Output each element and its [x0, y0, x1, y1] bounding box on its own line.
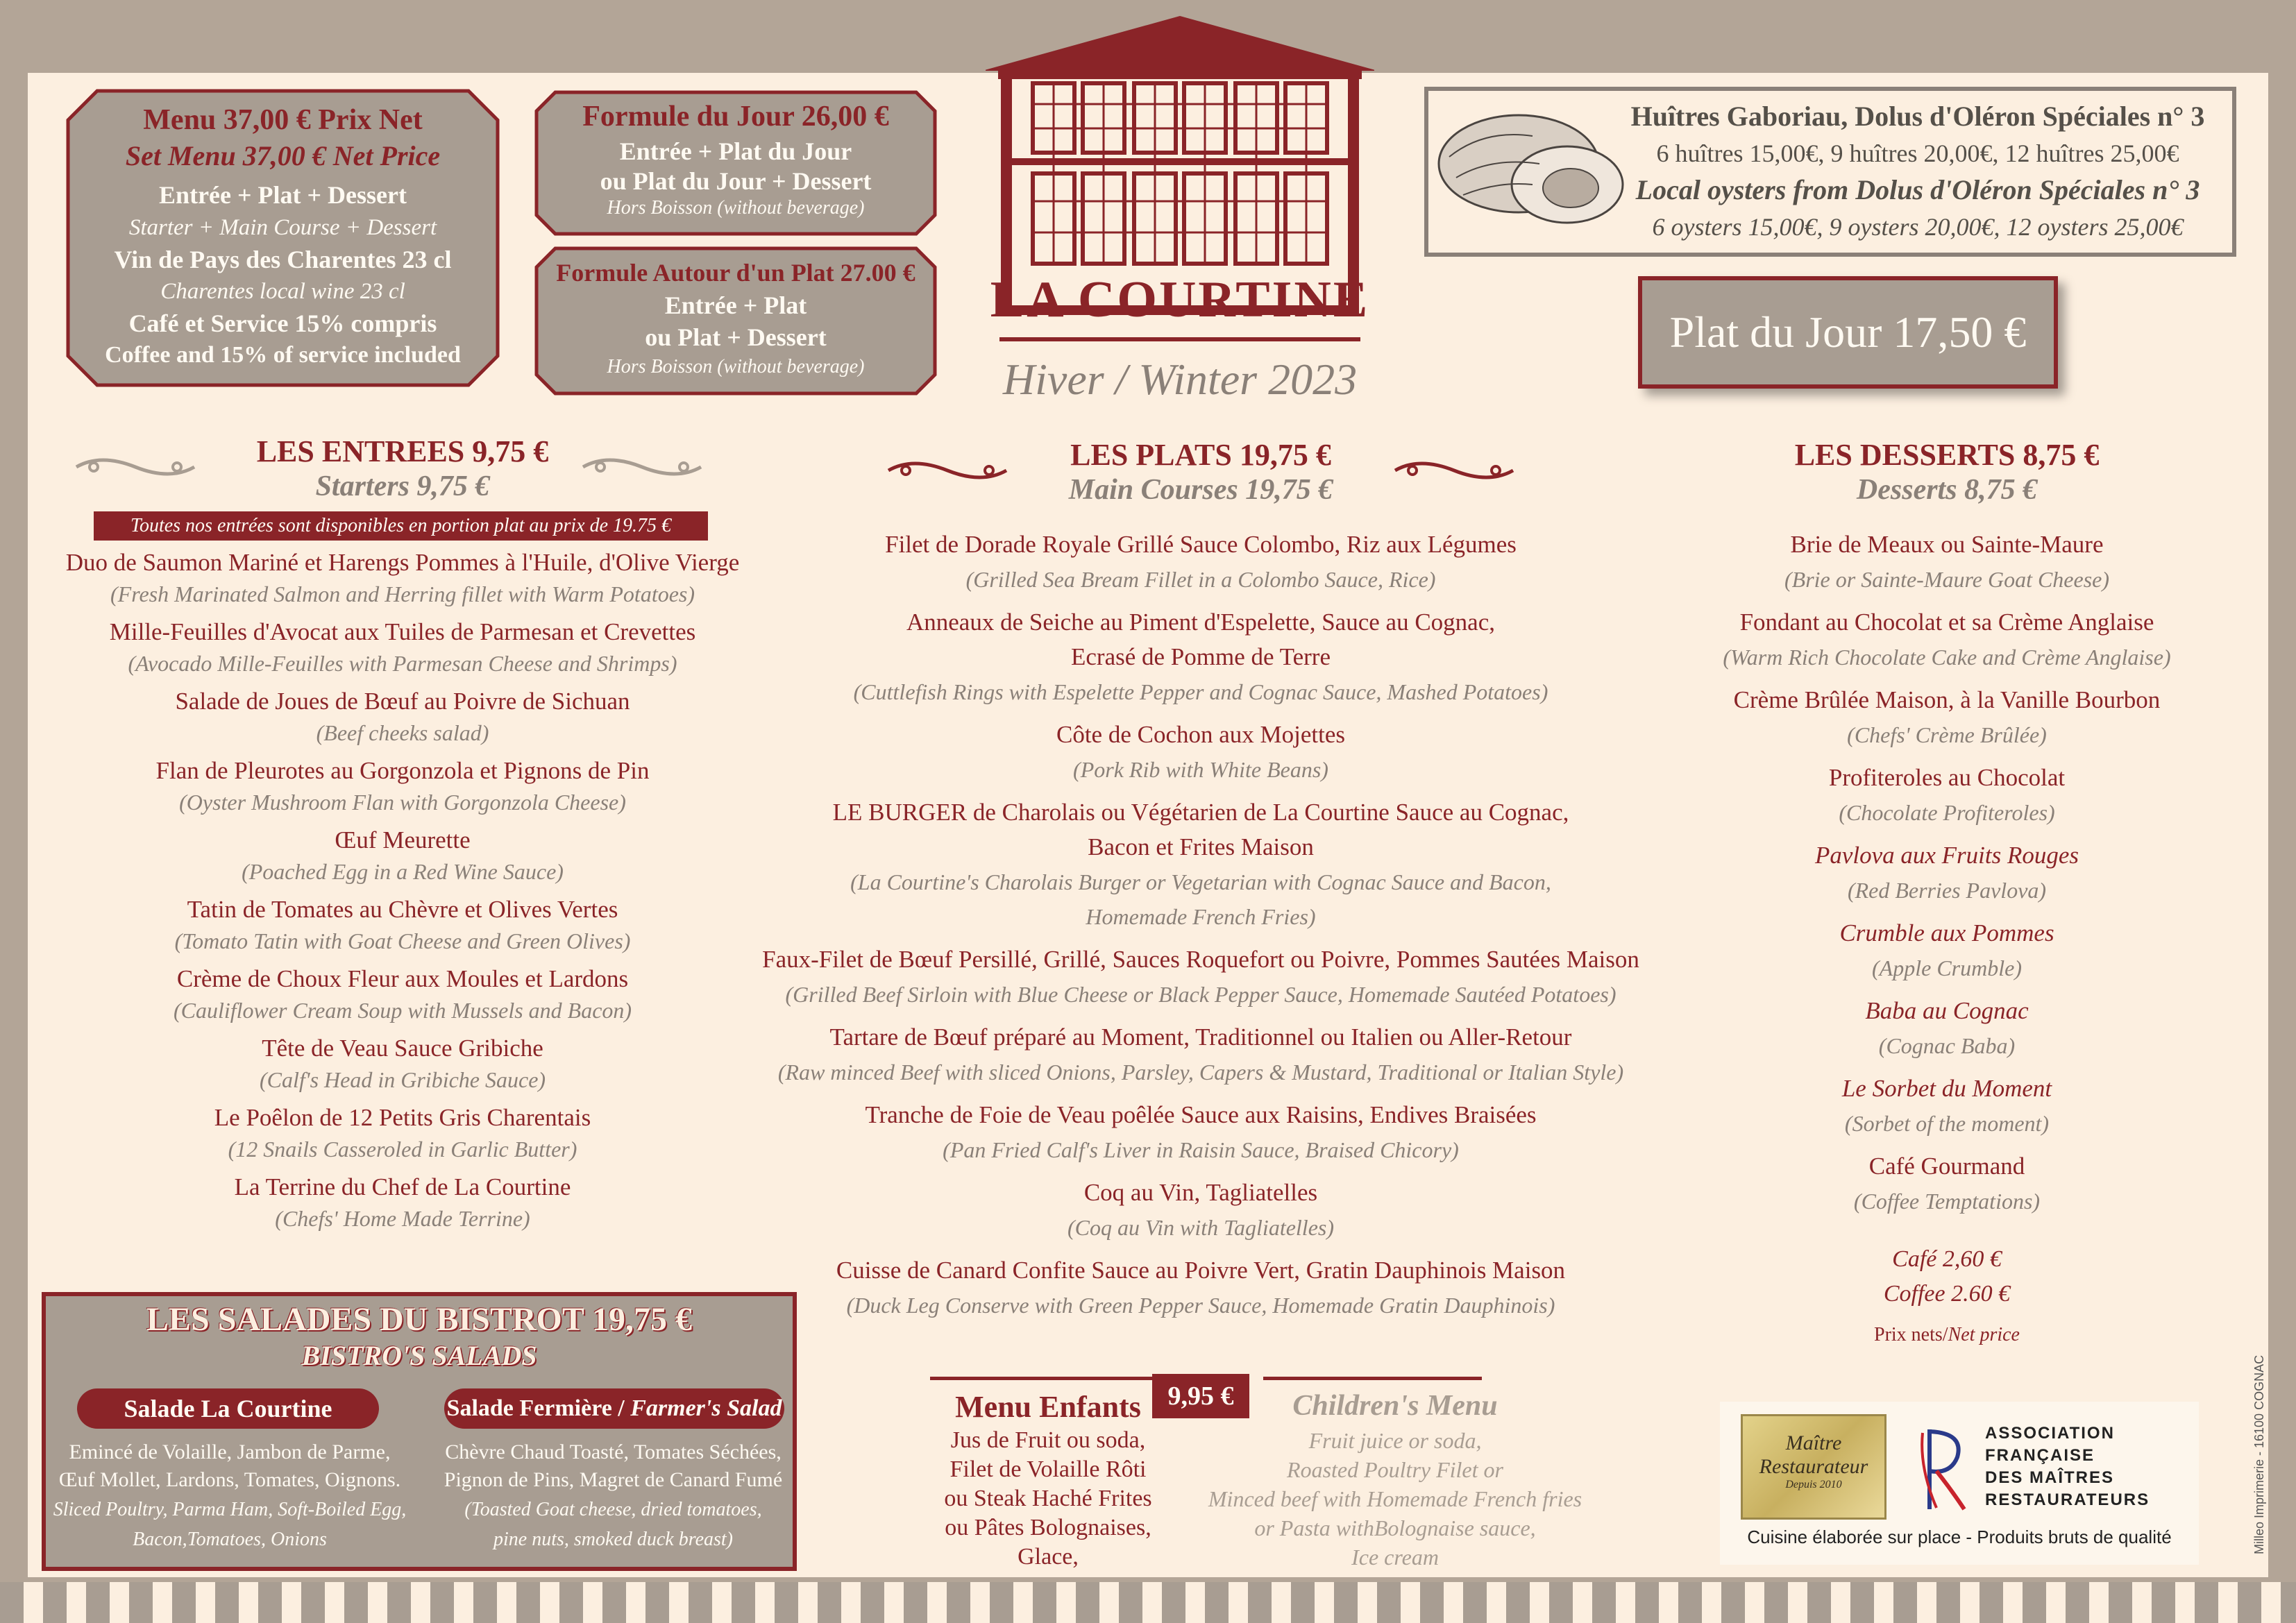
entree-translation: (Cauliflower Cream Soup with Mussels and Bacon): [173, 998, 632, 1023]
enfants-line: ou Steak Haché Frites: [944, 1486, 1152, 1511]
plaque-line3: Depuis 2010: [1785, 1479, 1842, 1490]
entree-name: La Terrine du Chef de La Courtine: [234, 1173, 571, 1200]
assoc-line4: RESTAURATEURS: [1985, 1490, 2150, 1509]
dessert-translation: (Chefs' Crème Brûlée): [1847, 722, 2047, 747]
salade-courtine-pill: [77, 1388, 379, 1429]
entree-item: [28, 893, 777, 955]
entrees-title: LES ENTREES 9,75 €: [256, 434, 549, 468]
plat-name: Côte de Cochon aux Mojettes: [1056, 721, 1346, 748]
plat-item: [722, 1098, 1680, 1167]
dessert-cafe: Café 2,60 €: [1892, 1246, 2002, 1272]
dessert-name: Crème Brûlée Maison, à la Vanille Bourbon: [1733, 686, 2161, 713]
plaque-icon: [1741, 1414, 1886, 1520]
salades-subtitle: BISTRO'S SALADS: [301, 1340, 537, 1371]
oysters-prices: 6 huîtres 15,00€, 9 huîtres 20,00€, 12 huîtres 25,00€: [1656, 139, 2179, 167]
dessert-item: [1666, 994, 2228, 1063]
salade-fermiere-en2: pine nuts, smoked duck breast): [493, 1529, 733, 1550]
plat-item: [722, 605, 1680, 709]
enfants-rule-right: [1263, 1377, 1482, 1380]
formule-jour-note: Hors Boisson (without beverage): [607, 197, 865, 219]
maitre-restaurateur-badge: [1720, 1402, 2199, 1565]
plat-translation: (Raw minced Beef with sliced Onions, Parsley, Capers & Mustard, Traditional or Italian Style): [777, 1060, 1624, 1085]
entree-translation: (Chefs' Home Made Terrine): [275, 1206, 530, 1231]
entree-item: [28, 546, 777, 609]
menu-title: Menu 37,00 € Prix Net: [143, 104, 423, 136]
entree-name: Salade de Joues de Bœuf au Poivre de Sichuan: [175, 688, 630, 715]
assoc-line3: DES MAÎTRES: [1985, 1468, 2115, 1487]
salade-fermiere-en1: (Toasted Goat cheese, dried tomatoes,: [464, 1499, 762, 1520]
dessert-name: Brie de Meaux ou Sainte-Maure: [1790, 531, 2104, 558]
salade-fermiere-pill: [444, 1388, 784, 1429]
salade-fermiere-name-en: Farmer's Salad: [630, 1395, 782, 1421]
plats-list: [722, 527, 1680, 1331]
salades-box: [42, 1292, 797, 1571]
enfants-title-en: Children's Menu: [1292, 1390, 1498, 1422]
entree-translation: (12 Snails Casseroled in Garlic Butter): [228, 1137, 577, 1162]
logo: [986, 14, 1374, 430]
plat-name: Cuisse de Canard Confite Sauce au Poivre Vert, Gratin Dauphinois Maison: [836, 1257, 1566, 1284]
desserts-list: [1666, 527, 2228, 1227]
formule-jour-line2: ou Plat du Jour + Dessert: [600, 167, 872, 195]
dessert-name: Le Sorbet du Moment: [1841, 1075, 2052, 1102]
plats-title: LES PLATS 19,75 €: [1070, 438, 1331, 472]
assoc-line1: ASSOCIATION: [1985, 1424, 2115, 1443]
plat-item: [722, 527, 1680, 597]
salades-title: LES SALADES DU BISTROT 19,75 €: [146, 1301, 693, 1338]
plat-translation: (Pan Fried Calf's Liver in Raisin Sauce, Braised Chicory): [943, 1137, 1459, 1162]
plat-translation: Homemade French Fries): [1086, 904, 1316, 929]
menu-title-en: Set Menu 37,00 € Net Price: [125, 140, 441, 171]
salade-fermiere-fr1: Chèvre Chaud Toasté, Tomates Séchées,: [445, 1441, 782, 1463]
assoc-line2: FRANÇAISE: [1985, 1446, 2095, 1465]
enfants-rule-left: [930, 1377, 1166, 1380]
plat-translation: (La Courtine's Charolais Burger or Vegetarian with Cognac Sauce and Bacon,: [850, 869, 1551, 894]
plat-name: LE BURGER de Charolais ou Végétarien de La Courtine Sauce au Cognac,: [832, 799, 1569, 826]
brand-underline: [999, 337, 1360, 341]
formule-plat-line2: ou Plat + Dessert: [645, 323, 827, 351]
dessert-item: [1666, 605, 2228, 674]
dessert-item: [1666, 1149, 2228, 1218]
salade-courtine-fr1: Emincé de Volaille, Jambon de Parme,: [69, 1441, 391, 1463]
plat-du-jour-box: [1638, 276, 2058, 389]
oysters-box: [1424, 87, 2236, 257]
desserts-subtitle: Desserts 8,75 €: [1856, 474, 2038, 506]
formule-plat-box: [534, 246, 937, 396]
dessert-translation: (Brie or Sainte-Maure Goat Cheese): [1784, 567, 2110, 592]
enfants-line-en: Fruit juice or soda,: [1308, 1428, 1482, 1453]
entree-item: [28, 754, 777, 817]
entrees-subtitle: Starters 9,75 €: [315, 470, 490, 502]
plat-item: [722, 1020, 1680, 1089]
entree-translation: (Fresh Marinated Salmon and Herring fillet with Warm Potatoes): [110, 581, 695, 606]
enfants-line: Filet de Volaille Rôti: [949, 1456, 1147, 1482]
dessert-name: Profiteroles au Chocolat: [1828, 764, 2066, 791]
enfants-line: Glace,: [1018, 1544, 1079, 1570]
enfants-line-en: Roasted Poultry Filet or: [1287, 1457, 1503, 1482]
entree-translation: (Tomato Tatin with Goat Cheese and Green Olives): [174, 928, 631, 953]
menu-wine-en: Charentes local wine 23 cl: [160, 279, 405, 304]
entree-item: [28, 962, 777, 1025]
enfants-line-en: Ice cream: [1351, 1545, 1439, 1570]
entree-name: Crème de Choux Fleur aux Moules et Lardons: [176, 965, 629, 992]
enfants-line-en: or Pasta withBolognaise sauce,: [1254, 1515, 1536, 1540]
dessert-item: [1666, 838, 2228, 908]
plat-item: [722, 717, 1680, 787]
entree-translation: (Calf's Head in Gribiche Sauce): [259, 1067, 546, 1092]
entree-translation: (Avocado Mille-Feuilles with Parmesan Cheese and Shrimps): [128, 651, 677, 676]
plat-name: Bacon et Frites Maison: [1088, 833, 1314, 860]
bottom-stripe: [0, 1582, 2296, 1623]
entrees-note: Toutes nos entrées sont disponibles en portion plat au prix de 19.75 €: [94, 511, 708, 541]
formule-jour-box: [534, 90, 937, 236]
menu-wine: Vin de Pays des Charentes 23 cl: [114, 246, 452, 273]
menu-line-en: Starter + Main Course + Dessert: [128, 215, 437, 240]
salade-courtine-en1: Sliced Poultry, Parma Ham, Soft-Boiled Egg,: [53, 1499, 407, 1520]
plats-subtitle: Main Courses 19,75 €: [1068, 474, 1333, 506]
dessert-item: [1666, 1071, 2228, 1141]
plat-translation: (Duck Leg Conserve with Green Pepper Sauce, Homemade Gratin Dauphinois): [846, 1293, 1555, 1318]
prix-nets: Prix nets/: [1874, 1324, 1948, 1345]
plat-item: [722, 942, 1680, 1012]
formule-jour-line1: Entrée + Plat du Jour: [619, 137, 852, 165]
salade-courtine-en2: Bacon,Tomatoes, Onions: [133, 1529, 327, 1550]
dessert-item: [1666, 760, 2228, 830]
menu-price-box: [66, 89, 500, 387]
plat-name: Coq au Vin, Tagliatelles: [1083, 1179, 1318, 1206]
entree-name: Tête de Veau Sauce Gribiche: [262, 1035, 543, 1062]
dessert-name: Baba au Cognac: [1865, 997, 2029, 1024]
entree-name: Mille-Feuilles d'Avocat aux Tuiles de Parmesan et Crevettes: [109, 618, 696, 645]
dessert-translation: (Warm Rich Chocolate Cake and Crème Anglaise): [1723, 645, 2171, 670]
dessert-translation: (Cognac Baba): [1878, 1033, 2016, 1058]
formule-plat-title: Formule Autour d'un Plat 27.00 €: [556, 259, 915, 287]
formule-jour-title: Formule du Jour 26,00 €: [582, 101, 889, 133]
entree-item: [28, 1171, 777, 1233]
dessert-item: [1666, 683, 2228, 752]
dessert-translation: (Coffee Temptations): [1853, 1189, 2041, 1214]
oysters-prices-en: 6 oysters 15,00€, 9 oysters 20,00€, 12 oysters 25,00€: [1652, 213, 2184, 241]
entree-item: [28, 615, 777, 678]
salade-fermiere-name: Salade Fermière /: [446, 1395, 631, 1421]
enfants-line: Jus de Fruit ou soda,: [950, 1427, 1146, 1453]
entree-translation: (Poached Egg in a Red Wine Sauce): [242, 859, 564, 884]
plat-name: Ecrasé de Pomme de Terre: [1071, 643, 1331, 670]
plat-name: Faux-Filet de Bœuf Persillé, Grillé, Sauces Roquefort ou Poivre, Pommes Sautées Maison: [762, 946, 1639, 973]
entree-translation: (Beef cheeks salad): [316, 720, 489, 745]
salade-fermiere-fr2: Pignon de Pins, Magret de Canard Fumé: [444, 1468, 783, 1491]
entree-name: Œuf Meurette: [335, 826, 471, 853]
enfants-line-en: Minced beef with Homemade French fries: [1208, 1486, 1582, 1511]
plat-translation: (Grilled Sea Bream Fillet in a Colombo Sauce, Rice): [965, 567, 1436, 592]
menu-service-en: Coffee and 15% of service included: [105, 342, 461, 368]
salade-courtine-name: Salade La Courtine: [124, 1395, 332, 1422]
plat-name: Tranche de Foie de Veau poêlée Sauce aux Raisins, Endives Braisées: [865, 1101, 1537, 1128]
dessert-item: [1666, 527, 2228, 597]
dessert-coffee: Coffee 2.60 €: [1883, 1281, 2011, 1307]
dessert-name: Pavlova aux Fruits Rouges: [1814, 842, 2079, 869]
dessert-name: Crumble aux Pommes: [1839, 919, 2054, 946]
desserts-title: LES DESSERTS 8,75 €: [1794, 438, 2100, 472]
brand-season: Hiver / Winter 2023: [1002, 355, 1358, 404]
plat-item: [722, 1175, 1680, 1245]
imprint: Milleo Imprimerie - 16100 COGNAC: [2252, 1354, 2266, 1554]
enfants-price: 9,95 €: [1152, 1374, 1249, 1418]
enfants-list-fr: [916, 1426, 1180, 1572]
enfants-line: ou Pâtes Bolognaises,: [945, 1515, 1151, 1540]
entrees-list: [28, 546, 777, 1240]
dessert-translation: (Sorbet of the moment): [1844, 1111, 2050, 1136]
entree-item: [28, 1101, 777, 1164]
badge-caption: Cuisine élaborée sur place - Produits bruts de qualité: [1747, 1527, 2172, 1547]
entree-item: [28, 824, 777, 886]
plaque-line1: Maître: [1785, 1431, 1842, 1454]
plat-translation: (Pork Rib with White Beans): [1073, 757, 1328, 782]
formule-plat-note: Hors Boisson (without beverage): [607, 356, 865, 377]
dessert-name: Café Gourmand: [1868, 1153, 2025, 1180]
plat-translation: (Cuttlefish Rings with Espelette Pepper and Cognac Sauce, Mashed Potatoes): [853, 679, 1548, 704]
entree-item: [28, 685, 777, 747]
entree-name: Le Poêlon de 12 Petits Gris Charentais: [214, 1104, 591, 1131]
oysters-title: Huîtres Gaboriau, Dolus d'Oléron Spéciales n° 3: [1630, 101, 2205, 132]
plat-name: Filet de Dorade Royale Grillé Sauce Colombo, Riz aux Légumes: [885, 531, 1517, 558]
dessert-item: [1666, 916, 2228, 985]
plat-item: [722, 795, 1680, 934]
formule-plat-line1: Entrée + Plat: [664, 291, 807, 319]
plat-item: [722, 1253, 1680, 1323]
menu-line: Entrée + Plat + Dessert: [159, 181, 407, 209]
plat-translation: (Coq au Vin with Tagliatelles): [1067, 1215, 1334, 1240]
entree-name: Flan de Pleurotes au Gorgonzola et Pignons de Pin: [155, 757, 650, 784]
entree-name: Duo de Saumon Mariné et Harengs Pommes à l'Huile, d'Olive Vierge: [65, 549, 740, 576]
menu-enfants: [916, 1374, 1582, 1575]
assoc-logo-icon: [1916, 1426, 1971, 1516]
oysters-title-en: Local oysters from Dolus d'Oléron Spéciales n° 3: [1635, 174, 2200, 205]
dessert-translation: (Apple Crumble): [1872, 955, 2022, 980]
plaque-line2: Restaurateur: [1759, 1455, 1868, 1478]
entree-translation: (Oyster Mushroom Flan with Gorgonzola Cheese): [179, 790, 626, 815]
dessert-translation: (Chocolate Profiteroles): [1839, 800, 2055, 825]
enfants-list-en: [1187, 1426, 1603, 1572]
dessert-translation: (Red Berries Pavlova): [1847, 878, 2047, 903]
net-price: Net price: [1948, 1324, 2020, 1345]
menu-service: Café et Service 15% compris: [128, 309, 437, 337]
plat-du-jour: Plat du Jour 17,50 €: [1669, 307, 2027, 357]
dessert-name: Fondant au Chocolat et sa Crème Anglaise: [1739, 609, 2154, 636]
plat-name: Anneaux de Seiche au Piment d'Espelette, Sauce au Cognac,: [906, 609, 1495, 636]
salade-courtine-fr2: Œuf Mollet, Lardons, Tomates, Oignons.: [58, 1468, 401, 1491]
entree-name: Tatin de Tomates au Chèvre et Olives Vertes: [187, 896, 618, 923]
brand-name: LA COURTINE: [990, 271, 1370, 328]
enfants-title: Menu Enfants: [955, 1390, 1141, 1424]
plat-translation: (Grilled Beef Sirloin with Blue Cheese or Black Pepper Sauce, Homemade Sautéed Potatoes): [785, 982, 1617, 1007]
plat-name: Tartare de Bœuf préparé au Moment, Traditionnel ou Italien ou Aller-Retour: [829, 1023, 1572, 1051]
entree-item: [28, 1032, 777, 1094]
